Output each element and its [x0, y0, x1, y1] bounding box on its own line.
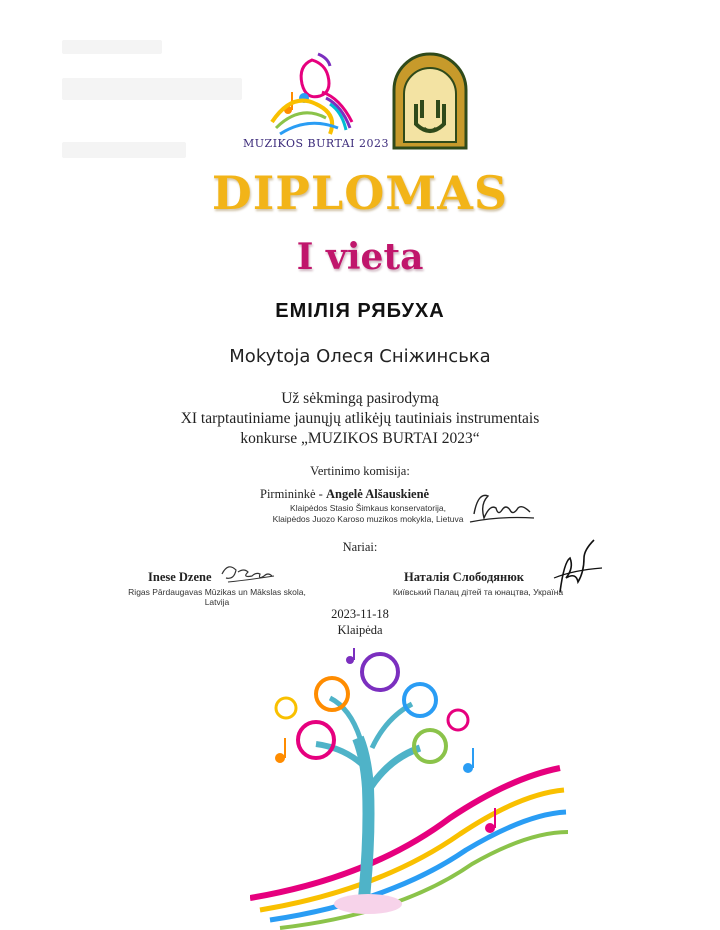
diploma-city: Klaipėda: [337, 623, 383, 637]
diploma-date: 2023-11-18: [331, 607, 389, 621]
chair-role: Pirmininkė -: [260, 487, 323, 501]
watermark-block: [62, 40, 162, 54]
member-2-signature: [550, 538, 606, 598]
member-2-name: Наталія Слободянюк: [404, 570, 524, 584]
chair-affiliation-1: Klaipėdos Stasio Šimkaus konservatorija,: [290, 503, 446, 513]
festival-logo-caption: MUZIKOS BURTAI 2023: [243, 137, 389, 150]
reason-line-1: Už sėkmingą pasirodymą: [281, 390, 439, 407]
member-1-signature: [218, 558, 280, 586]
chair-affiliation-2: Klaipėdos Juozo Karoso muzikos mokykla, Lietuva: [272, 514, 464, 524]
commission-label: Vertinimo komisija:: [310, 464, 410, 478]
chair-signature: [468, 484, 538, 528]
place-award: I vieta: [296, 236, 424, 278]
members-label: Nariai:: [342, 540, 378, 554]
member-1-name: Inese Dzene: [148, 570, 212, 584]
diploma-title: DIPLOMAS: [211, 166, 509, 220]
watermark-block: [62, 78, 242, 100]
member-2-affiliation: Київський Палац дітей та юнацтва, Україна: [392, 587, 564, 597]
watermark-block: [62, 142, 186, 158]
music-tree-illustration: [250, 648, 570, 930]
reason-line-2: XI tarptautiniame jaunųjų atlikėjų tautiniais instrumentais: [180, 410, 540, 427]
member-1-affiliation: Rigas Pārdaugavas Mūzikas un Mākslas skola, Latvija: [128, 587, 306, 607]
reason-line-3: konkurse „MUZIKOS BURTAI 2023“: [240, 430, 480, 447]
chair-line: [260, 487, 429, 502]
student-name: ЕМІЛІЯ РЯБУХА: [275, 300, 445, 322]
teacher-line: Mokytoja Олеся Сніжинська: [229, 346, 491, 367]
school-seal: [380, 44, 480, 152]
chair-name: Angelė Alšauskienė: [325, 487, 430, 501]
